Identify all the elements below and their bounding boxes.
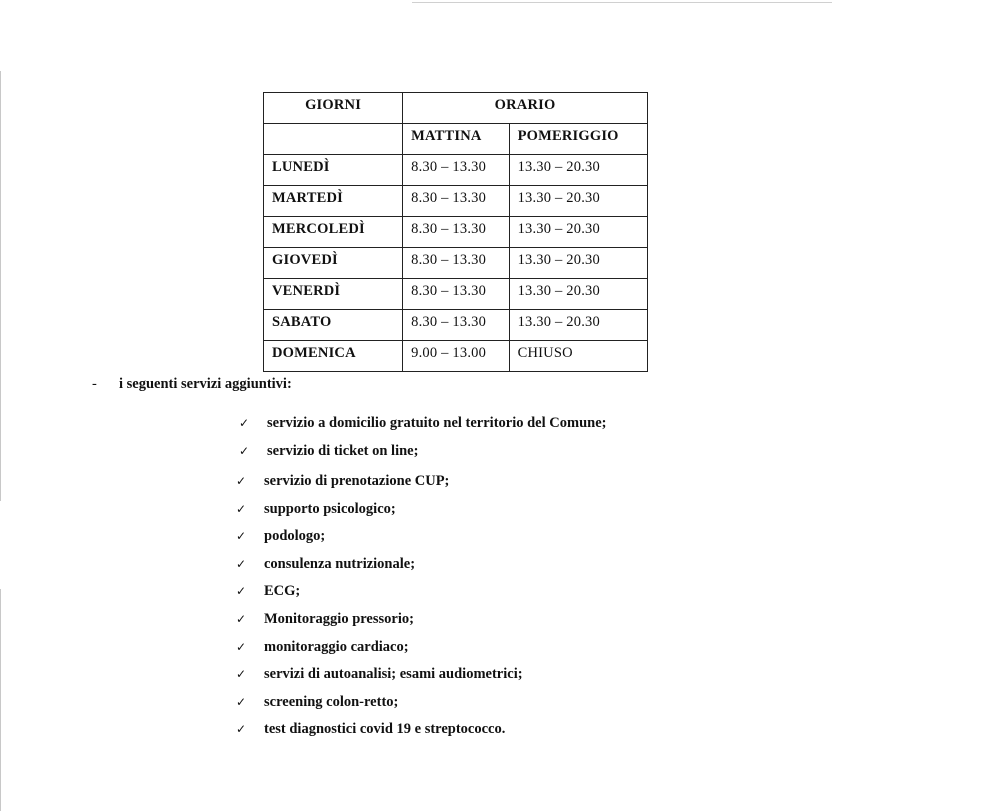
service-text: servizio di prenotazione CUP;	[264, 473, 450, 489]
service-text: podologo;	[264, 528, 326, 545]
table-row	[264, 248, 648, 279]
checkmark-icon: ✓	[236, 639, 247, 654]
table-row	[264, 155, 648, 186]
table-row	[264, 310, 648, 341]
morning-hours-cell: 8.30 – 13.30	[403, 155, 509, 186]
list-item	[236, 636, 606, 664]
table-subheader-row	[264, 124, 648, 155]
day-cell: GIOVEDÌ	[264, 248, 403, 279]
morning-hours-cell: 8.30 – 13.30	[403, 279, 509, 310]
opening-hours-table	[263, 92, 648, 372]
afternoon-hours-cell: 13.30 – 20.30	[509, 248, 647, 279]
checkmark-icon: ✓	[236, 556, 247, 571]
day-cell: VENERDÌ	[264, 279, 403, 310]
table-row	[264, 279, 648, 310]
checkmark-icon: ✓	[236, 584, 247, 599]
afternoon-hours-cell: CHIUSO	[509, 341, 647, 372]
checkmark-icon: ✓	[236, 722, 247, 737]
service-text: screening colon-retto;	[264, 693, 399, 710]
list-item	[236, 470, 606, 498]
services-intro-text: i seguenti servizi aggiuntivi:	[119, 376, 292, 392]
left-page-edge	[0, 71, 1, 501]
left-page-edge	[0, 589, 1, 811]
table-row	[264, 186, 648, 217]
services-list	[236, 412, 606, 746]
service-text: supporto psicologico;	[264, 500, 396, 517]
morning-hours-cell: 8.30 – 13.30	[403, 186, 509, 217]
empty-cell	[264, 124, 403, 155]
afternoon-hours-cell: 13.30 – 20.30	[509, 310, 647, 341]
service-text: servizio di ticket on line;	[267, 443, 419, 459]
service-text: consulenza nutrizionale;	[264, 555, 416, 572]
checkmark-icon: ✓	[239, 416, 250, 430]
day-cell: MARTEDÌ	[264, 186, 403, 217]
table-row	[264, 217, 648, 248]
checkmark-icon: ✓	[236, 611, 247, 626]
list-item	[236, 498, 606, 526]
list-item	[236, 691, 606, 719]
checkmark-icon: ✓	[236, 667, 247, 682]
services-intro	[92, 376, 292, 393]
checkmark-icon: ✓	[236, 694, 247, 709]
header-hours: ORARIO	[403, 93, 648, 124]
service-text: test diagnostici covid 19 e streptococco.	[264, 721, 506, 738]
list-item	[236, 553, 606, 581]
afternoon-hours-cell: 13.30 – 20.30	[509, 217, 647, 248]
morning-hours-cell: 8.30 – 13.30	[403, 248, 509, 279]
day-cell: MERCOLEDÌ	[264, 217, 403, 248]
service-text: servizi di autoanalisi; esami audiometrici;	[264, 666, 523, 683]
table-row	[264, 341, 648, 372]
checkmark-icon: ✓	[236, 501, 247, 516]
service-text: Monitoraggio pressorio;	[264, 610, 414, 627]
afternoon-hours-cell: 13.30 – 20.30	[509, 155, 647, 186]
header-morning: MATTINA	[403, 124, 509, 155]
list-item	[236, 412, 606, 440]
checkmark-icon: ✓	[236, 474, 247, 488]
list-item	[236, 580, 606, 608]
dash-bullet-icon: -	[92, 376, 97, 392]
checkmark-icon: ✓	[236, 529, 247, 544]
list-item	[236, 608, 606, 636]
list-item	[236, 440, 606, 470]
service-text: servizio a domicilio gratuito nel territorio del Comune;	[267, 415, 607, 431]
header-afternoon: POMERIGGIO	[509, 124, 647, 155]
afternoon-hours-cell: 13.30 – 20.30	[509, 279, 647, 310]
service-text: monitoraggio cardiaco;	[264, 638, 409, 655]
list-item	[236, 663, 606, 691]
morning-hours-cell: 8.30 – 13.30	[403, 217, 509, 248]
list-item	[236, 525, 606, 553]
morning-hours-cell: 9.00 – 13.00	[403, 341, 509, 372]
morning-hours-cell: 8.30 – 13.30	[403, 310, 509, 341]
day-cell: SABATO	[264, 310, 403, 341]
day-cell: LUNEDÌ	[264, 155, 403, 186]
header-days: GIORNI	[264, 93, 403, 124]
table-header-row	[264, 93, 648, 124]
list-item	[236, 718, 606, 746]
day-cell: DOMENICA	[264, 341, 403, 372]
service-text: ECG;	[264, 583, 301, 600]
afternoon-hours-cell: 13.30 – 20.30	[509, 186, 647, 217]
top-divider-line	[412, 2, 832, 3]
checkmark-icon: ✓	[239, 444, 250, 458]
